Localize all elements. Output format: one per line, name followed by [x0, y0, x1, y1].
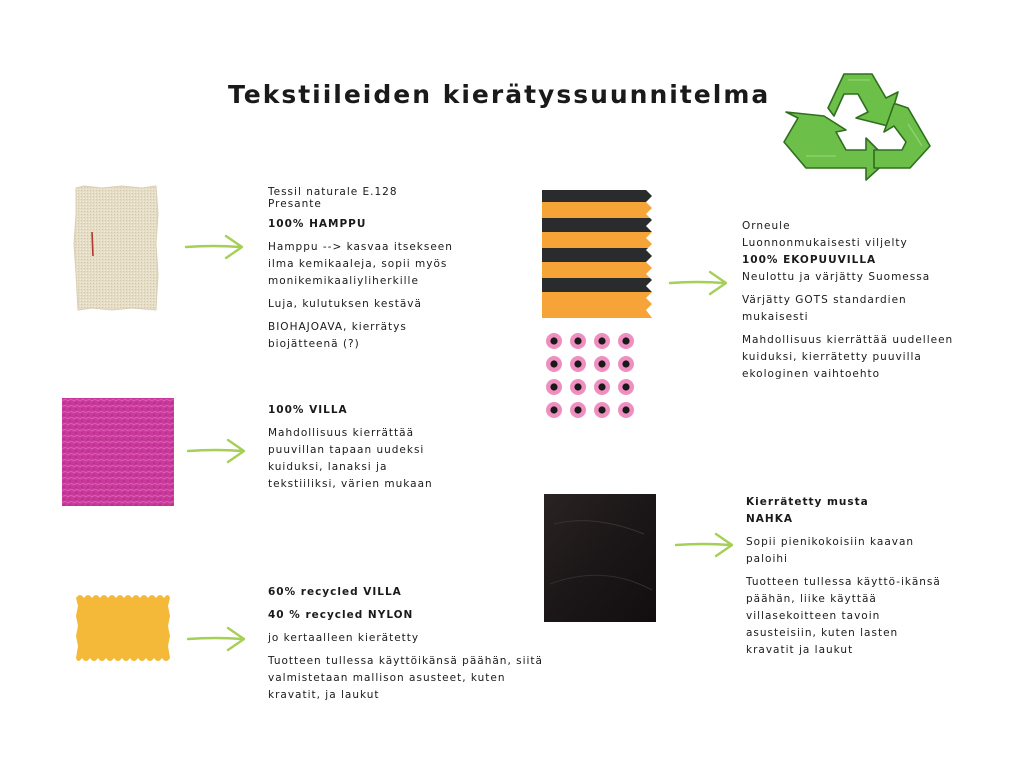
hemp-paragraph: Luja, kulutuksen kestävä	[268, 298, 422, 310]
wool-fiber: 100% VILLA	[268, 404, 348, 416]
hemp-fiber: 100% HAMPPU	[268, 218, 367, 230]
blend-line: jo kertaalleen kierätetty	[268, 632, 420, 644]
arrow-right-icon	[666, 266, 730, 300]
hemp-supplier: Tessil naturale E.128 Presante	[268, 186, 398, 210]
blend-line: 40 % recycled NYLON	[268, 609, 414, 621]
cotton-description	[742, 218, 970, 389]
dotted-cotton-swatch	[542, 330, 640, 422]
leather-paragraph: Sopii pienikokoisiin kaavan paloihi	[746, 536, 915, 565]
leather-header: Kierrätetty musta NAHKA	[746, 496, 869, 525]
wool-paragraph: Mahdollisuus kierrättää puuvillan tapaan uudeksi kuiduksi, lanaksi ja tekstiiliksi, värien mukaan	[268, 427, 433, 490]
recycle-icon	[776, 64, 938, 182]
cotton-header: Orneule Luonnonmukaisesti viljelty 100% EKOPUUVILLA Neulottu ja värjätty Suomessa	[742, 220, 931, 283]
cotton-paragraph: Mahdollisuus kierrättää uudelleen kuiduksi, kierrätetty puuvilla ekologinen vaihtoehto	[742, 334, 954, 380]
hemp-paragraph: BIOHAJOAVA, kierrätys biojätteenä (?)	[268, 321, 407, 350]
hemp-swatch	[72, 184, 160, 312]
leather-description	[746, 494, 946, 665]
blend-line: 60% recycled VILLA	[268, 586, 402, 598]
leather-swatch	[544, 494, 656, 622]
arrow-right-icon	[672, 528, 736, 562]
hemp-description	[268, 186, 468, 359]
blend-description	[268, 584, 544, 710]
leather-paragraph: Tuotteen tullessa käyttö-ikänsä päähän, liike käyttää villasekoitteen tavoin asusteisiin, kuten lasten kravatit ja laukut	[746, 576, 941, 656]
striped-cotton-swatch	[542, 190, 652, 318]
pink-wool-swatch	[62, 398, 174, 506]
yellow-blend-swatch	[74, 592, 172, 666]
wool-description	[268, 402, 458, 499]
hemp-paragraph: Hamppu --> kasvaa itsekseen ilma kemikaaleja, sopii myös monikemikaaliyliherkille	[268, 241, 453, 287]
arrow-right-icon	[182, 230, 246, 264]
arrow-right-icon	[184, 622, 248, 656]
page-title: Tekstiileiden kierätyssuunnitelma	[228, 80, 771, 109]
arrow-right-icon	[184, 434, 248, 468]
cotton-paragraph: Värjätty GOTS standardien mukaisesti	[742, 294, 907, 323]
blend-paragraph: Tuotteen tullessa käyttöikänsä päähän, siitä valmistetaan mallison asusteet, kuten kravatit, ja laukut	[268, 655, 543, 701]
